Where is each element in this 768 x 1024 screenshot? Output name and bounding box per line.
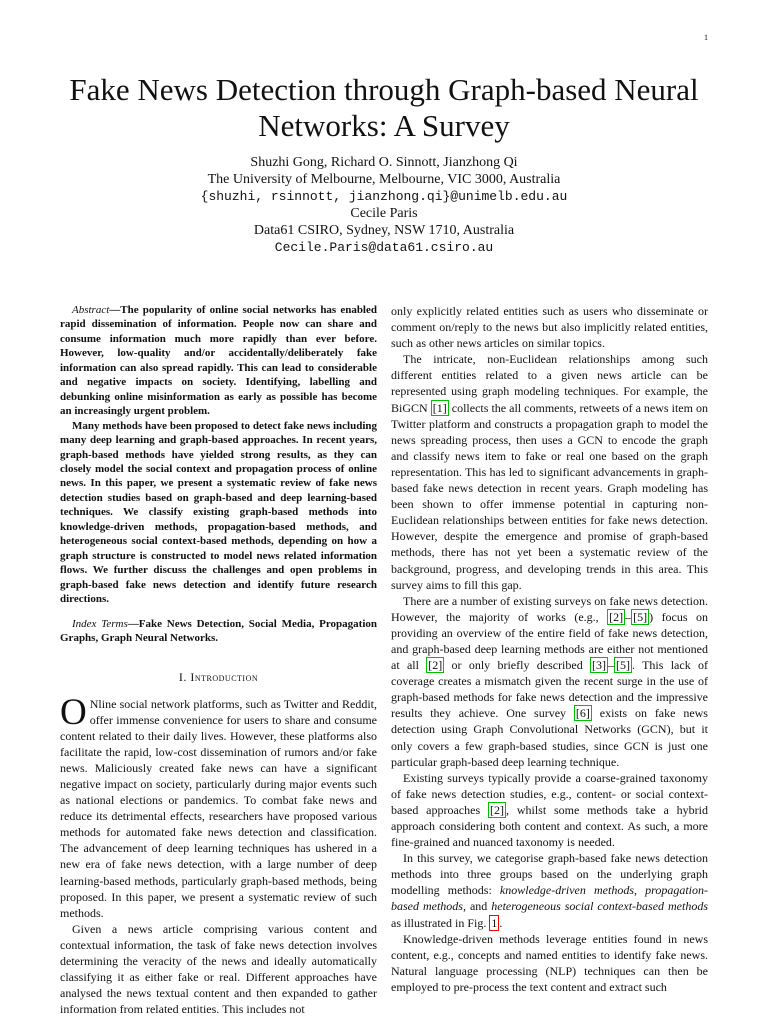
citation-link[interactable]: [2]	[489, 802, 504, 817]
section-numeral: I.	[178, 670, 191, 685]
citation-link[interactable]: [2]	[609, 609, 624, 624]
author-names-2: Cecile Paris	[350, 206, 418, 221]
p3-dash: –	[625, 609, 632, 624]
affiliation-1: The University of Melbourne, Melbourne, VIC 3000, Australia	[207, 172, 561, 187]
term-knowledge-driven: knowledge-driven methods	[499, 883, 634, 898]
figure-link[interactable]: 1	[491, 915, 498, 930]
abstract	[60, 303, 377, 645]
p2-text-b: collects the all comments, retweets of a news item on Twitter platform and constructs a propagation graph to model the news spreading process, then uses a GCN to encode the graph and classify news item to fake or real one based on the graph representation. This has led to significant advancements in graph-based fake news detection in recent years. Graph modeling has been shown to offer immense potential in capturing non-Euclidean relationships between entities for fake news detection. However, despite the emergence and promise of graph-based methods, there has not yet been a systematic review of the background, progress, and developing trends in this area. This survey aims to fill this gap.	[391, 400, 708, 592]
citation-link[interactable]: [3]	[592, 658, 607, 673]
index-terms-label: Index Terms	[72, 617, 128, 630]
paper-title	[40, 72, 728, 144]
right-paragraph-3	[391, 593, 708, 770]
p5-separator: ,	[634, 883, 646, 898]
drop-cap: O	[60, 691, 87, 733]
affiliation-2: Data61 CSIRO, Sydney, NSW 1710, Australia	[253, 223, 515, 238]
title-line-2: Networks: A Survey	[258, 108, 510, 143]
p3-text-e: exists on fake news detection using Graph Convolutional Networks (GCN), but it only covers a few graph-based studies, since GCN is just one particular graph-based deep learning technique.	[391, 706, 708, 769]
p5-text-b: as illustrated in Fig.	[391, 915, 490, 930]
right-paragraph-2	[391, 351, 708, 592]
citation-link[interactable]: [5]	[616, 658, 631, 673]
right-paragraph-6: Knowledge-driven methods leverage entities found in news content, e.g., concepts and named entities to identify fake news. Natural language processing (NLP) techniques can then be employed to pre-process the text content and extract such	[391, 931, 708, 994]
intro-paragraph-2: Given a news article comprising various content and contextual information, the task of fake news detection involves determining the veracity of the news and ideally automatically classifying it as either fake or real. Different approaches have analysed the news textual content and then expanded to gather information from related entities. This includes not	[60, 921, 377, 1017]
author-names-1: Shuzhi Gong, Richard O. Sinnott, Jianzhong Qi	[250, 155, 518, 170]
index-terms-text: —Fake News Detection, Social Media, Propagation Graphs, Graph Neural Networks.	[60, 617, 377, 644]
p5-and: , and	[462, 899, 492, 914]
p3-text-b: ) focus on providing an overview of the entire field of fake news detection, and graph-based deep learning methods are either not mentioned at all	[391, 609, 708, 673]
right-paragraph-1: only explicitly related entities such as users who disseminate or comment on/reply to the news but also implicitly related entities, such as other news articles on similar topics.	[391, 304, 708, 351]
intro-paragraph-1	[60, 691, 377, 921]
section-name: Introduction	[190, 670, 259, 685]
p3-text-a: There are a number of existing surveys on fake news detection. However, the majority of works (e.g.,	[391, 593, 708, 624]
left-column	[60, 303, 377, 1017]
author-block	[40, 154, 728, 256]
email-2: Cecile.Paris@data61.csiro.au	[274, 240, 494, 255]
page-number: 1	[704, 33, 708, 42]
abstract-text-1: —The popularity of online social networks has enabled rapid dissemination of information. People now can share and consume information much more rapidly than ever before. However, low-quality and/or accidentally/deliberately fake information can also spread rapidly. This can lead to considerable and negative impacts on society. Identifying, labelling and debunking online misinformation as early as possible has become an increasingly urgent problem.	[60, 304, 377, 418]
abstract-label: Abstract	[72, 304, 110, 316]
right-paragraph-5	[391, 850, 708, 930]
paper-header	[40, 72, 728, 256]
citation-link[interactable]: [2]	[428, 658, 443, 673]
term-propagation-based: propagation-based methods	[391, 883, 709, 914]
citation-link[interactable]: [1]	[432, 400, 447, 415]
p4-text-a: Existing surveys typically provide a coarse-grained taxonomy of fake news detection studies, e.g., content- or social context-based approaches	[391, 770, 708, 817]
p3-dash-2: –	[608, 658, 615, 673]
p3-text-d: . This lack of coverage creates a mismatch given the recent surge in the use of graph-based methods for fake news detection and the impressive results they achieve. One survey	[391, 658, 708, 721]
p5-text-a: In this survey, we categorise graph-based fake news detection methods into three groups based on the underlying graph modelling methods:	[391, 851, 708, 898]
title-line-1: Fake News Detection through Graph-based Neural	[69, 72, 699, 107]
email-1: {shuzhi, rsinnott, jianzhong.qi}@unimelb.edu.au	[200, 189, 568, 204]
index-terms	[60, 617, 377, 646]
intro-text-1: Nline social network platforms, such as Twitter and Reddit, offer immense convenience for users to share and consume content related to their daily lives. However, these platforms also facilitate the rapid, low-cost dissemination of rumors and/or fake news. Maliciously created fake news can have a significant negative impact on society, particularly during major events such as national elections or pandemics. To combat fake news and reduce its detrimental effects, researchers have proposed various methods for automated fake news detection and classification. The advancement of deep learning techniques has ushered in a new era of fake news detection, with a large number of deep learning-based methods, particularly graph-based methods, being proposed. In this paper, we present a systematic review of such methods.	[60, 696, 377, 920]
citation-link[interactable]: [6]	[575, 706, 590, 721]
p5-text-c: .	[499, 915, 503, 930]
right-paragraph-4	[391, 770, 708, 850]
p3-text-c: or only briefly described	[444, 658, 591, 673]
right-column	[391, 303, 708, 995]
abstract-paragraph-2: Many methods have been proposed to detect fake news including many deep learning and graph-based approaches. In recent years, graph-based methods have yielded strong results, as they can closely model the social context and propagation process of online news. In this paper, we present a systematic review of fake news detection studies based on graph-based and deep learning-based techniques. We classify existing graph-based methods into knowledge-driven methods, propagation-based methods, and heterogeneous social context-based methods, depending on how a graph structure is constructed to model news related information flows. We further discuss the challenges and open problems in graph-based fake news detection and identify future research directions.	[60, 419, 377, 606]
citation-link[interactable]: [5]	[633, 609, 648, 624]
term-heterogeneous: heterogeneous social context-based methods	[491, 899, 708, 914]
p4-text-b: , whilst some methods take a hybrid approach considering both content and context. As such, a more fine-grained and nuanced taxonomy is needed.	[391, 802, 708, 850]
p2-text-a: The intricate, non-Euclidean relationships among such different entities related to a given news article can be represented using graph modeling techniques. For example, the BiGCN	[391, 352, 708, 415]
abstract-paragraph-1	[60, 303, 377, 419]
section-heading-introduction	[60, 669, 377, 685]
